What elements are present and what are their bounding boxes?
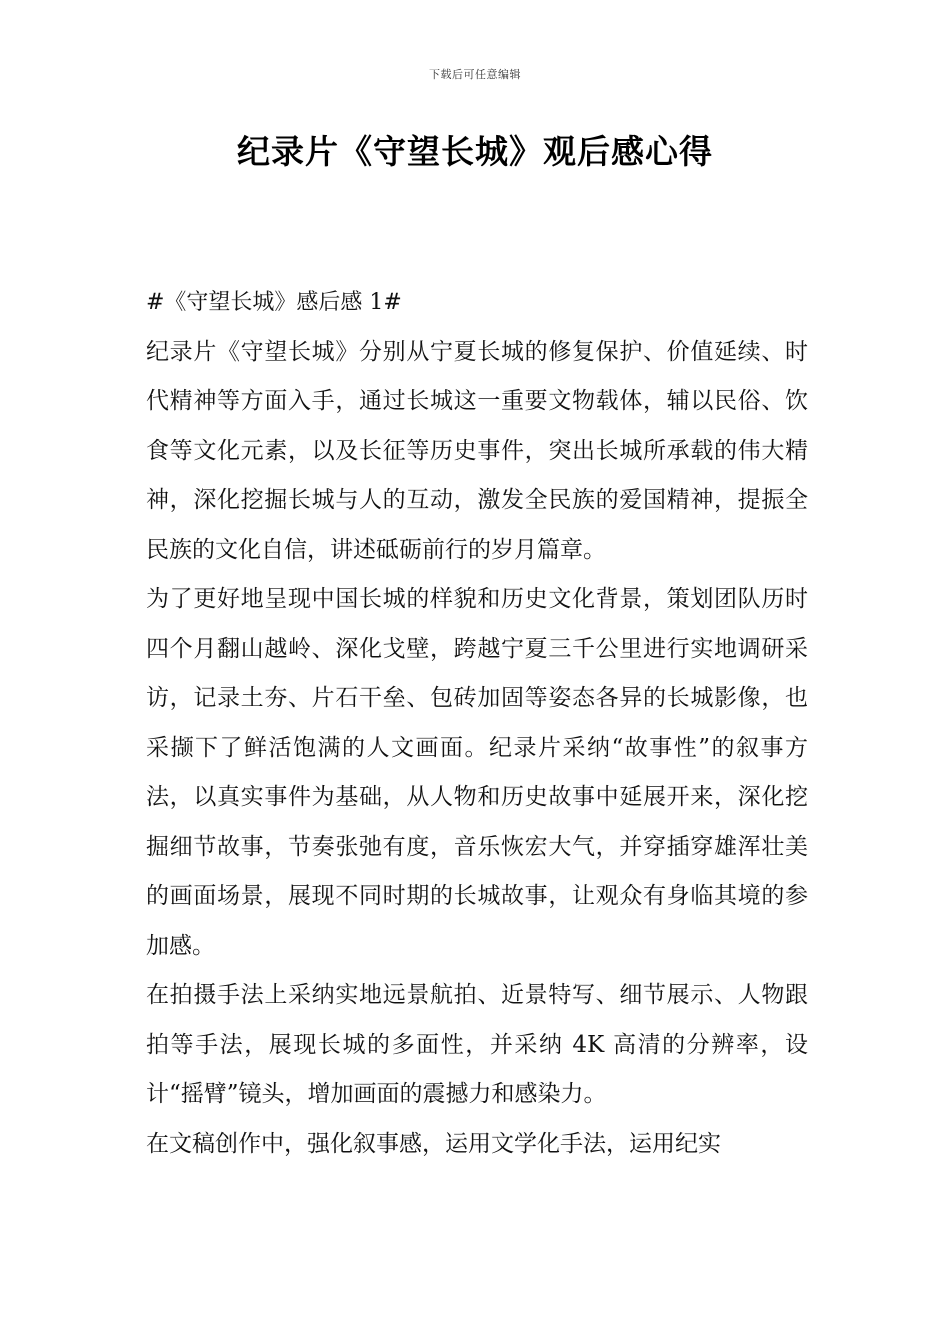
paragraph: 为了更好地呈现中国长城的样貌和历史文化背景，策划团队历时四个月翻山越岭、深化戈壁，跨越宁夏三千公里进行实地调研采访，记录土夯、片石干垒、包砖加固等姿态各异的长城影像，也采撷下了鲜活饱满的人文画面。纪录片采纳“故事性”的叙事方法，以真实事件为基础，从人物和历史故事中延展开来，深化挖掘细节故事，节奏张弛有度，音乐恢宏大气，并穿插穿雄浑壮美的画面场景，展现不同时期的长城故事，让观众有身临其境的参加感。 (146, 586, 808, 959)
paragraph: 在文稿创作中，强化叙事感，运用文学化手法，运用纪实 (146, 1130, 721, 1157)
paragraph: 纪录片《守望长城》分别从宁夏长城的修复保护、价值延续、时代精神等方面入手，通过长城这一重要文物载体，辅以民俗、饮食等文化元素，以及长征等历史事件，突出长城所承载的伟大精神，深化挖掘长城与人的互动，激发全民族的爱国精神，提振全民族的文化自信，讲述砥砺前行的岁月篇章。 (146, 338, 808, 563)
header-note: 下载后可任意编辑 (429, 68, 521, 81)
section-heading: #《守望长城》感后感 1# (146, 290, 402, 315)
paragraph: 在拍摄手法上采纳实地远景航拍、近景特写、细节展示、人物跟拍等手法，展现长城的多面性，并采纳 4K 高清的分辨率，设计“摇臂”镜头，增加画面的震撼力和感染力。 (146, 982, 808, 1107)
document-title: 纪录片《守望长城》观后感心得 (237, 132, 713, 171)
document-body (146, 278, 808, 1169)
